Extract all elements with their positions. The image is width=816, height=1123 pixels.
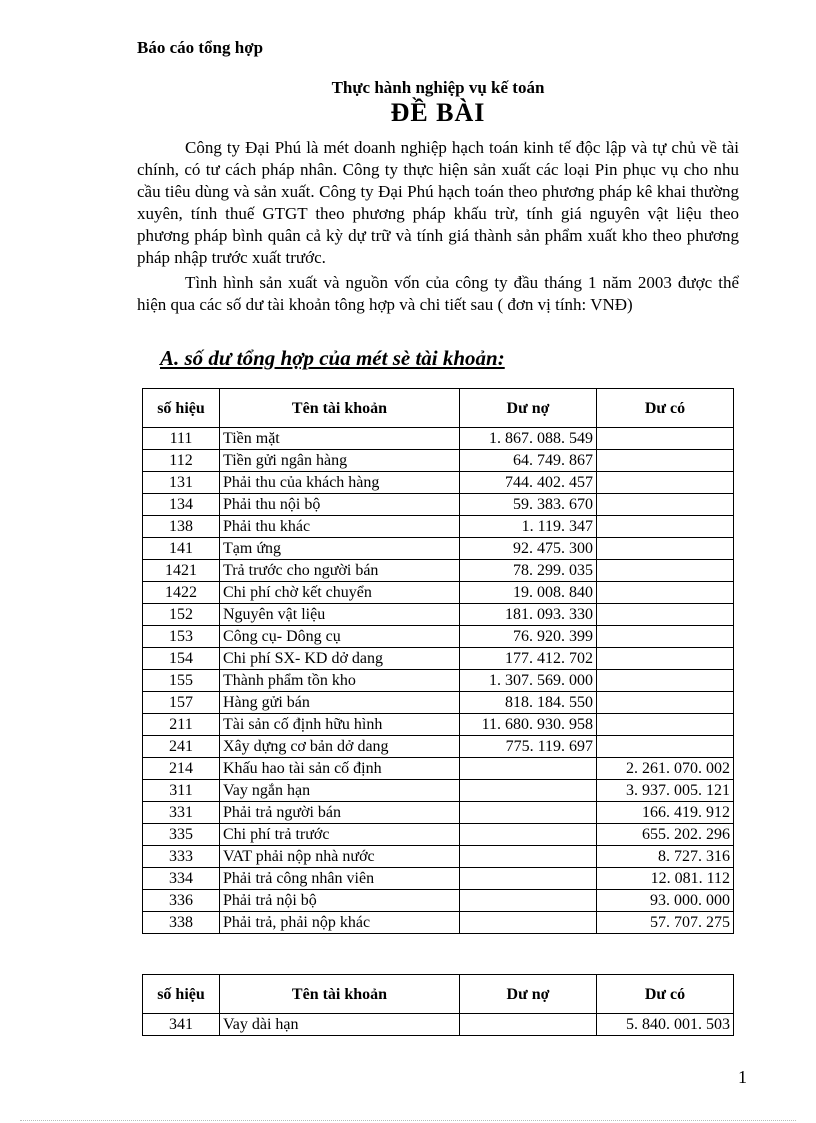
debit-cell (460, 868, 597, 890)
account-code-cell: 311 (143, 780, 220, 802)
table-row (143, 560, 734, 582)
page-footer-divider (20, 1120, 796, 1121)
credit-cell: 166. 419. 912 (597, 802, 734, 824)
long-term-loan-body (143, 1014, 734, 1036)
section-heading: A. số dư tổng hợp của mét sè tài khoản: (160, 346, 505, 370)
account-name-cell: Chi phí chờ kết chuyển (220, 582, 460, 604)
account-code-cell: 336 (143, 890, 220, 912)
debit-cell: 1. 307. 569. 000 (460, 670, 597, 692)
account-name-cell: Phải trả, phải nộp khác (220, 912, 460, 934)
debit-cell: 92. 475. 300 (460, 538, 597, 560)
table-row (143, 868, 734, 890)
account-code-cell: 134 (143, 494, 220, 516)
table-row (143, 692, 734, 714)
account-code-cell: 331 (143, 802, 220, 824)
table-row (143, 824, 734, 846)
debit-cell: 59. 383. 670 (460, 494, 597, 516)
debit-cell (460, 890, 597, 912)
credit-cell: 655. 202. 296 (597, 824, 734, 846)
intro-paragraph: Công ty Đại Phú là mét doanh nghiệp hạch toán kinh tế độc lập và tự chủ về tài chính, có tư cách pháp nhân. Công ty thực hiện sản xuất các loại Pin phục vụ cho nhu cầu tiêu dùng và sản xuất. Công ty Đại Phú hạch toán theo phương pháp kê khai thường xuyên, tính thuế GTGT theo phương pháp khấu trừ, tính giá nguyên vật liệu theo phương pháp bình quân cả kỳ dự trữ và tính giá thành sản phẩm xuất kho theo phương pháp nhập trước xuất trước. (137, 138, 739, 267)
account-code-cell: 153 (143, 626, 220, 648)
table-row (143, 494, 734, 516)
account-name-cell: Tạm ứng (220, 538, 460, 560)
credit-cell (597, 582, 734, 604)
column-header-code: số hiệu (143, 975, 220, 1014)
credit-cell: 3. 937. 005. 121 (597, 780, 734, 802)
account-name-cell: Phải thu nội bộ (220, 494, 460, 516)
credit-cell: 5. 840. 001. 503 (597, 1014, 734, 1036)
debit-cell (460, 1014, 597, 1036)
table-row (143, 714, 734, 736)
account-name-cell: Phải thu của khách hàng (220, 472, 460, 494)
table-row (143, 670, 734, 692)
account-code-cell: 338 (143, 912, 220, 934)
credit-cell: 2. 261. 070. 002 (597, 758, 734, 780)
credit-cell: 8. 727. 316 (597, 846, 734, 868)
table-row (143, 912, 734, 934)
account-name-cell: Thành phẩm tồn kho (220, 670, 460, 692)
account-name-cell: Chi phí trả trước (220, 824, 460, 846)
table-row (143, 736, 734, 758)
credit-cell (597, 714, 734, 736)
table-header-row (143, 389, 734, 428)
table-row (143, 802, 734, 824)
account-name-cell: Phải thu khác (220, 516, 460, 538)
column-header-name: Tên tài khoản (220, 389, 460, 428)
debit-cell: 818. 184. 550 (460, 692, 597, 714)
account-code-cell: 335 (143, 824, 220, 846)
balance-paragraph: Tình hình sản xuất và nguồn vốn của công ty đầu tháng 1 năm 2003 được thể hiện qua các số dư tài khoản tông hợp và chi tiết sau ( đơn vị tính: VNĐ) (137, 273, 739, 314)
account-code-cell: 154 (143, 648, 220, 670)
debit-cell (460, 780, 597, 802)
debit-cell: 1. 867. 088. 549 (460, 428, 597, 450)
table-row (143, 626, 734, 648)
table-row (143, 890, 734, 912)
account-code-cell: 141 (143, 538, 220, 560)
account-code-cell: 341 (143, 1014, 220, 1036)
credit-cell (597, 626, 734, 648)
table-header-row (143, 975, 734, 1014)
account-name-cell: Công cụ- Dông cụ (220, 626, 460, 648)
credit-cell: 93. 000. 000 (597, 890, 734, 912)
account-code-cell: 1421 (143, 560, 220, 582)
table-row (143, 1014, 734, 1036)
debit-cell: 1. 119. 347 (460, 516, 597, 538)
column-header-debit: Dư nợ (460, 389, 597, 428)
document-title: ĐỀ BÀI (390, 98, 486, 127)
long-term-loan-table (142, 974, 734, 1036)
account-code-cell: 112 (143, 450, 220, 472)
table-row (143, 604, 734, 626)
account-code-cell: 241 (143, 736, 220, 758)
credit-cell (597, 736, 734, 758)
credit-cell (597, 516, 734, 538)
debit-cell (460, 824, 597, 846)
table-row (143, 538, 734, 560)
credit-cell (597, 670, 734, 692)
account-code-cell: 152 (143, 604, 220, 626)
column-header-debit: Dư nợ (460, 975, 597, 1014)
table-row (143, 846, 734, 868)
credit-cell (597, 560, 734, 582)
credit-cell (597, 538, 734, 560)
credit-cell (597, 494, 734, 516)
credit-cell (597, 648, 734, 670)
account-name-cell: Khấu hao tài sản cố định (220, 758, 460, 780)
table-row (143, 582, 734, 604)
debit-cell: 76. 920. 399 (460, 626, 597, 648)
debit-cell: 181. 093. 330 (460, 604, 597, 626)
credit-cell: 57. 707. 275 (597, 912, 734, 934)
column-header-credit: Dư có (597, 389, 734, 428)
table-row (143, 450, 734, 472)
debit-cell: 177. 412. 702 (460, 648, 597, 670)
table-row (143, 428, 734, 450)
account-name-cell: Tiền mặt (220, 428, 460, 450)
credit-cell: 12. 081. 112 (597, 868, 734, 890)
column-header-code: số hiệu (143, 389, 220, 428)
account-code-cell: 211 (143, 714, 220, 736)
table-row (143, 472, 734, 494)
debit-cell (460, 846, 597, 868)
table-row (143, 758, 734, 780)
account-name-cell: Vay dài hạn (220, 1014, 460, 1036)
account-name-cell: Chi phí SX- KD dở dang (220, 648, 460, 670)
page-header: Báo cáo tổng hợp (137, 38, 264, 57)
debit-cell: 64. 749. 867 (460, 450, 597, 472)
account-balance-table (142, 388, 734, 934)
account-name-cell: VAT phải nộp nhà nước (220, 846, 460, 868)
account-code-cell: 333 (143, 846, 220, 868)
debit-cell: 775. 119. 697 (460, 736, 597, 758)
account-code-cell: 155 (143, 670, 220, 692)
debit-cell: 19. 008. 840 (460, 582, 597, 604)
table-row (143, 780, 734, 802)
account-code-cell: 111 (143, 428, 220, 450)
table-row (143, 648, 734, 670)
account-balance-body (143, 428, 734, 934)
account-name-cell: Trả trước cho người bán (220, 560, 460, 582)
account-name-cell: Phải trả người bán (220, 802, 460, 824)
table-row (143, 516, 734, 538)
account-code-cell: 334 (143, 868, 220, 890)
credit-cell (597, 604, 734, 626)
account-name-cell: Phải trả nội bộ (220, 890, 460, 912)
account-name-cell: Tài sản cố định hữu hình (220, 714, 460, 736)
column-header-name: Tên tài khoản (220, 975, 460, 1014)
column-header-credit: Dư có (597, 975, 734, 1014)
debit-cell (460, 912, 597, 934)
credit-cell (597, 692, 734, 714)
credit-cell (597, 428, 734, 450)
credit-cell (597, 450, 734, 472)
account-name-cell: Tiền gửi ngân hàng (220, 450, 460, 472)
account-code-cell: 138 (143, 516, 220, 538)
debit-cell: 78. 299. 035 (460, 560, 597, 582)
account-name-cell: Vay ngắn hạn (220, 780, 460, 802)
account-name-cell: Hàng gửi bán (220, 692, 460, 714)
debit-cell: 11. 680. 930. 958 (460, 714, 597, 736)
debit-cell (460, 802, 597, 824)
account-code-cell: 131 (143, 472, 220, 494)
account-code-cell: 1422 (143, 582, 220, 604)
debit-cell (460, 758, 597, 780)
debit-cell: 744. 402. 457 (460, 472, 597, 494)
credit-cell (597, 472, 734, 494)
account-code-cell: 157 (143, 692, 220, 714)
page-number: 1 (738, 1067, 747, 1087)
account-code-cell: 214 (143, 758, 220, 780)
account-name-cell: Phải trả công nhân viên (220, 868, 460, 890)
document-subtitle: Thực hành nghiệp vụ kế toán (331, 78, 545, 97)
account-name-cell: Xây dựng cơ bản dở dang (220, 736, 460, 758)
account-name-cell: Nguyên vật liệu (220, 604, 460, 626)
